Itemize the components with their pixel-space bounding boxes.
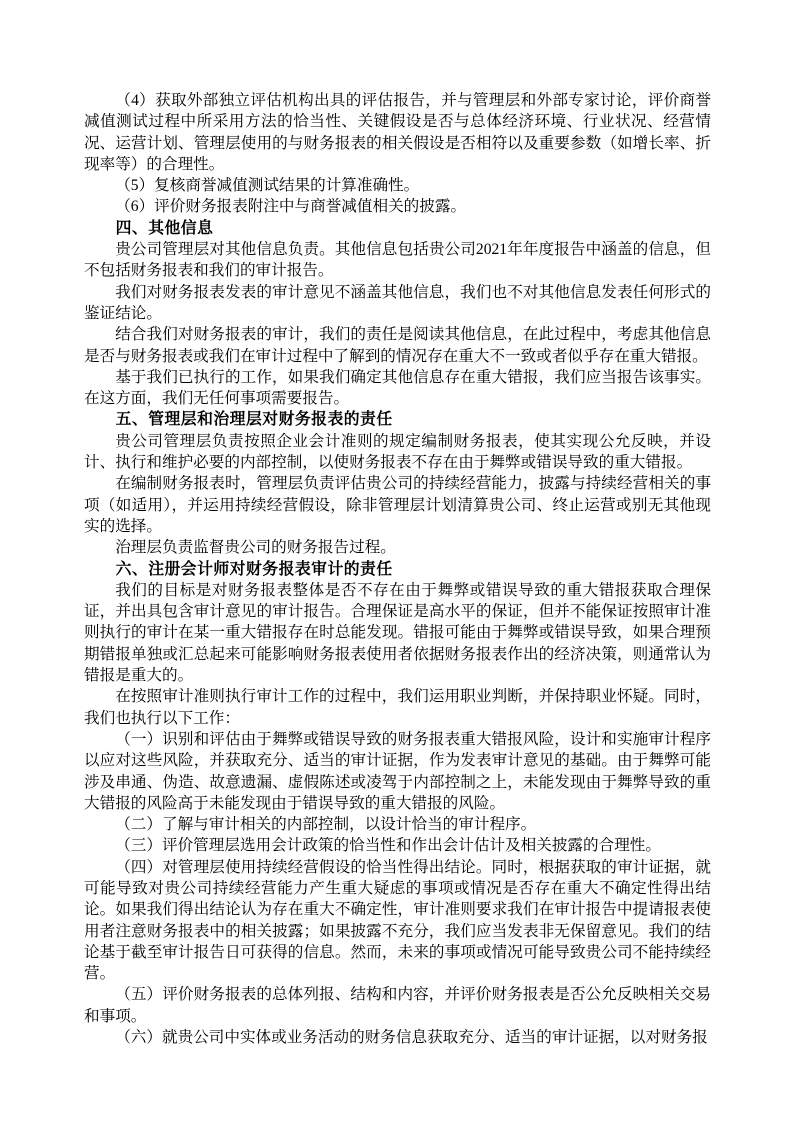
paragraph-procedure-5: （5）复核商誉减值测试结果的计算准确性。 <box>115 177 420 195</box>
paragraph: 在编制财务报表时，管理层负责评估贵公司的持续经营能力，披露与持续经营相关的事项（如适用），并运用持续经营假设，除非管理层计划清算贵公司、终止运营或别无其他现实的选择。 <box>84 475 711 535</box>
paragraph-work-item-4: （四）对管理层使用持续经营假设的恰当性得出结论。同时，根据获取的审计证据，就可能导致对贵公司持续经营能力产生重大疑虑的事项或情况是否存在重大不确定性得出结论。如果我们得出结论认为存在重大不确定性，审计准则要求我们在审计报告中提请报表使用者注意财务报表中的相关披露；如果披露不充分，我们应当发表非无保留意见。我们的结论基于截至审计报告日可获得的信息。然而，未来的事项或情况可能导致贵公司不能持续经营。 <box>84 858 711 983</box>
paragraph-work-item-1: （一）识别和评估由于舞弊或错误导致的财务报表重大错报风险，设计和实施审计程序以应对这些风险，并获取充分、适当的审计证据，作为发表审计意见的基础。由于舞弊可能涉及串通、伪造、故意遗漏、虚假陈述或凌驾于内部控制之上，未能发现由于舞弊导致的重大错报的风险高于未能发现由于错误导致的重大错报的风险。 <box>84 730 711 812</box>
paragraph-work-item-5: （五）评价财务报表的总体列报、结构和内容，并评价财务报表是否公允反映相关交易和事项。 <box>84 986 711 1025</box>
paragraph: 治理层负责监督贵公司的财务报告过程。 <box>115 539 396 557</box>
paragraph: 我们的目标是对财务报表整体是否不存在由于舞弊或错误导致的重大错报获取合理保证，并出具包含审计意见的审计报告。合理保证是高水平的保证，但并不能保证按照审计准则执行的审计在某一重大错报存在时总能发现。错报可能由于舞弊或错误导致，如果合理预期错报单独或汇总起来可能影响财务报表使用者依据财务报表作出的经济决策，则通常认为错报是重大的。 <box>84 581 711 685</box>
paragraph-procedure-6: （6）评价财务报表附注中与商誉减值相关的披露。 <box>115 198 467 216</box>
paragraph-work-item-3: （三）评价管理层选用会计政策的恰当性和作出会计估计及相关披露的合理性。 <box>115 837 661 855</box>
section-heading-other-information: 四、其他信息 <box>115 219 214 237</box>
paragraph: 结合我们对财务报表的审计，我们的责任是阅读其他信息，在此过程中，考虑其他信息是否与财务报表或我们在审计过程中了解到的情况存在重大不一致或者似乎存在重大错报。 <box>84 326 711 365</box>
section-heading-auditor-responsibility: 六、注册会计师对财务报表审计的责任 <box>115 560 393 578</box>
paragraph-procedure-4: （4）获取外部独立评估机构出具的评估报告，并与管理层和外部专家讨论，评价商誉减值测试过程中所采用方法的恰当性、关键假设是否与总体经济环境、行业状况、经营情况、运营计划、管理层使用的与财务报表的相关假设是否相符以及重要参数（如增长率、折现率等）的合理性。 <box>84 92 711 173</box>
paragraph-work-item-6: （六）就贵公司中实体或业务活动的财务信息获取充分、适当的审计证据，以对财务报 <box>115 1029 708 1047</box>
paragraph: 贵公司管理层负责按照企业会计准则的规定编制财务报表，使其实现公允反映，并设计、执行和维护必要的内部控制，以使财务报表不存在由于舞弊或错误导致的重大错报。 <box>84 432 711 472</box>
section-heading-management-responsibility: 五、管理层和治理层对财务报表的责任 <box>115 411 393 429</box>
paragraph: 贵公司管理层对其他信息负责。其他信息包括贵公司2021年年度报告中涵盖的信息，但不包括财务报表和我们的审计报告。 <box>84 241 711 280</box>
paragraph: 我们对财务报表发表的审计意见不涵盖其他信息，我们也不对其他信息发表任何形式的鉴证结论。 <box>84 283 711 322</box>
paragraph: 基于我们已执行的工作，如果我们确定其他信息存在重大错报，我们应当报告该事实。在这方面，我们无任何事项需要报告。 <box>84 368 711 408</box>
paragraph-work-item-2: （二）了解与审计相关的内部控制，以设计恰当的审计程序。 <box>115 816 537 834</box>
paragraph: 在按照审计准则执行审计工作的过程中，我们运用职业判断，并保持职业怀疑。同时，我们也执行以下工作： <box>84 688 711 727</box>
